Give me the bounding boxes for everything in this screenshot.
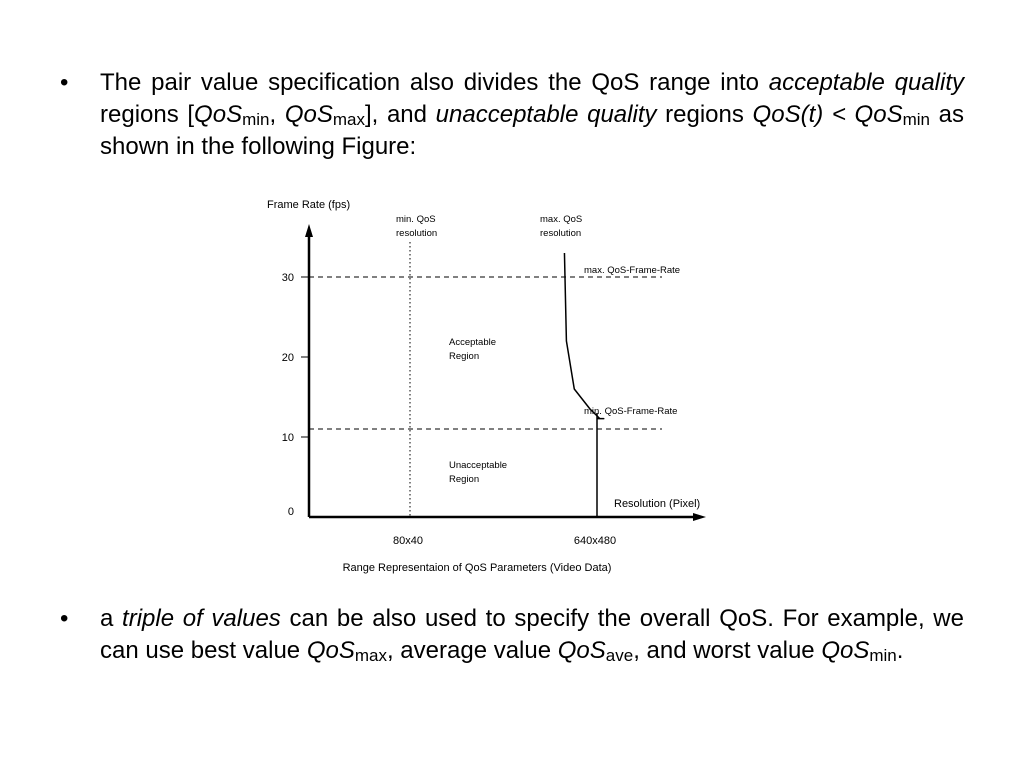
italic-run: QoS [284,101,333,128]
max-resolution-label: max. QoS [540,214,583,225]
min-resolution-label: resolution [396,228,438,239]
italic-run: QoS [306,637,355,664]
x-tick-label: 640x480 [573,535,617,547]
acceptable-region-label: Acceptable [449,337,497,348]
text-run: . [896,637,904,664]
y-ticks [282,272,309,518]
acceptable-region-label: Region [449,351,480,362]
y-tick-label: 0 [287,506,294,518]
bullet-item-triple-values [60,603,964,667]
italic-run: triple of values [122,605,281,632]
text-run: , and worst value [633,637,822,664]
italic-run: QoS(t) < QoS [752,101,903,128]
min-resolution-label: min. QoS [396,214,436,225]
italic-run: QoS [821,637,870,664]
bullet-marker: • [60,605,69,632]
y-axis-arrow [305,224,313,237]
text-run: can be also used to specify the overall QoS. For example, we can use best value [100,605,964,664]
bullet-text [100,603,964,667]
unacceptable-region-label: Unacceptable [449,460,508,471]
text-run: , [269,101,285,128]
text-run: The pair value specification also divides the QoS range into [100,69,769,96]
subscript-run: min [902,110,930,129]
x-ticks [393,535,616,547]
min-frame-rate-label: min. QoS-Frame-Rate [584,406,678,417]
text-run: as shown in the following Figure: [100,101,965,160]
y-tick-label: 10 [281,432,294,444]
max-resolution-label: resolution [540,228,582,239]
subscript-run: max [354,646,387,665]
italic-run: QoS [557,637,606,664]
bullet-marker: • [60,69,69,96]
subscript-run: min [242,110,270,129]
y-axis-label: Frame Rate (fps) [267,199,351,211]
y-tick-label: 30 [281,272,294,284]
text-run: , average value [386,637,558,664]
max-frame-rate-label: max. QoS-Frame-Rate [584,265,681,276]
y-tick-label: 20 [281,352,294,364]
italic-run: QoS [194,101,243,128]
text-run: regions [656,101,753,128]
x-axis-label: Resolution (Pixel) [614,498,701,510]
max-resolution-curve [564,253,603,419]
x-tick-label: 80x40 [393,535,423,547]
unacceptable-region-label: Region [449,474,480,485]
italic-run: acceptable quality [768,69,964,96]
italic-run: unacceptable quality [435,101,657,128]
chart-title: Range Representaion of QoS Parameters (Video Data) [342,562,612,574]
text-run: regions [ [100,101,195,128]
text-run: ], and [364,101,436,128]
x-axis-arrow [693,513,706,521]
subscript-run: min [869,646,897,665]
text-run: a [100,605,123,632]
subscript-run: ave [605,646,634,665]
subscript-run: max [332,110,365,129]
